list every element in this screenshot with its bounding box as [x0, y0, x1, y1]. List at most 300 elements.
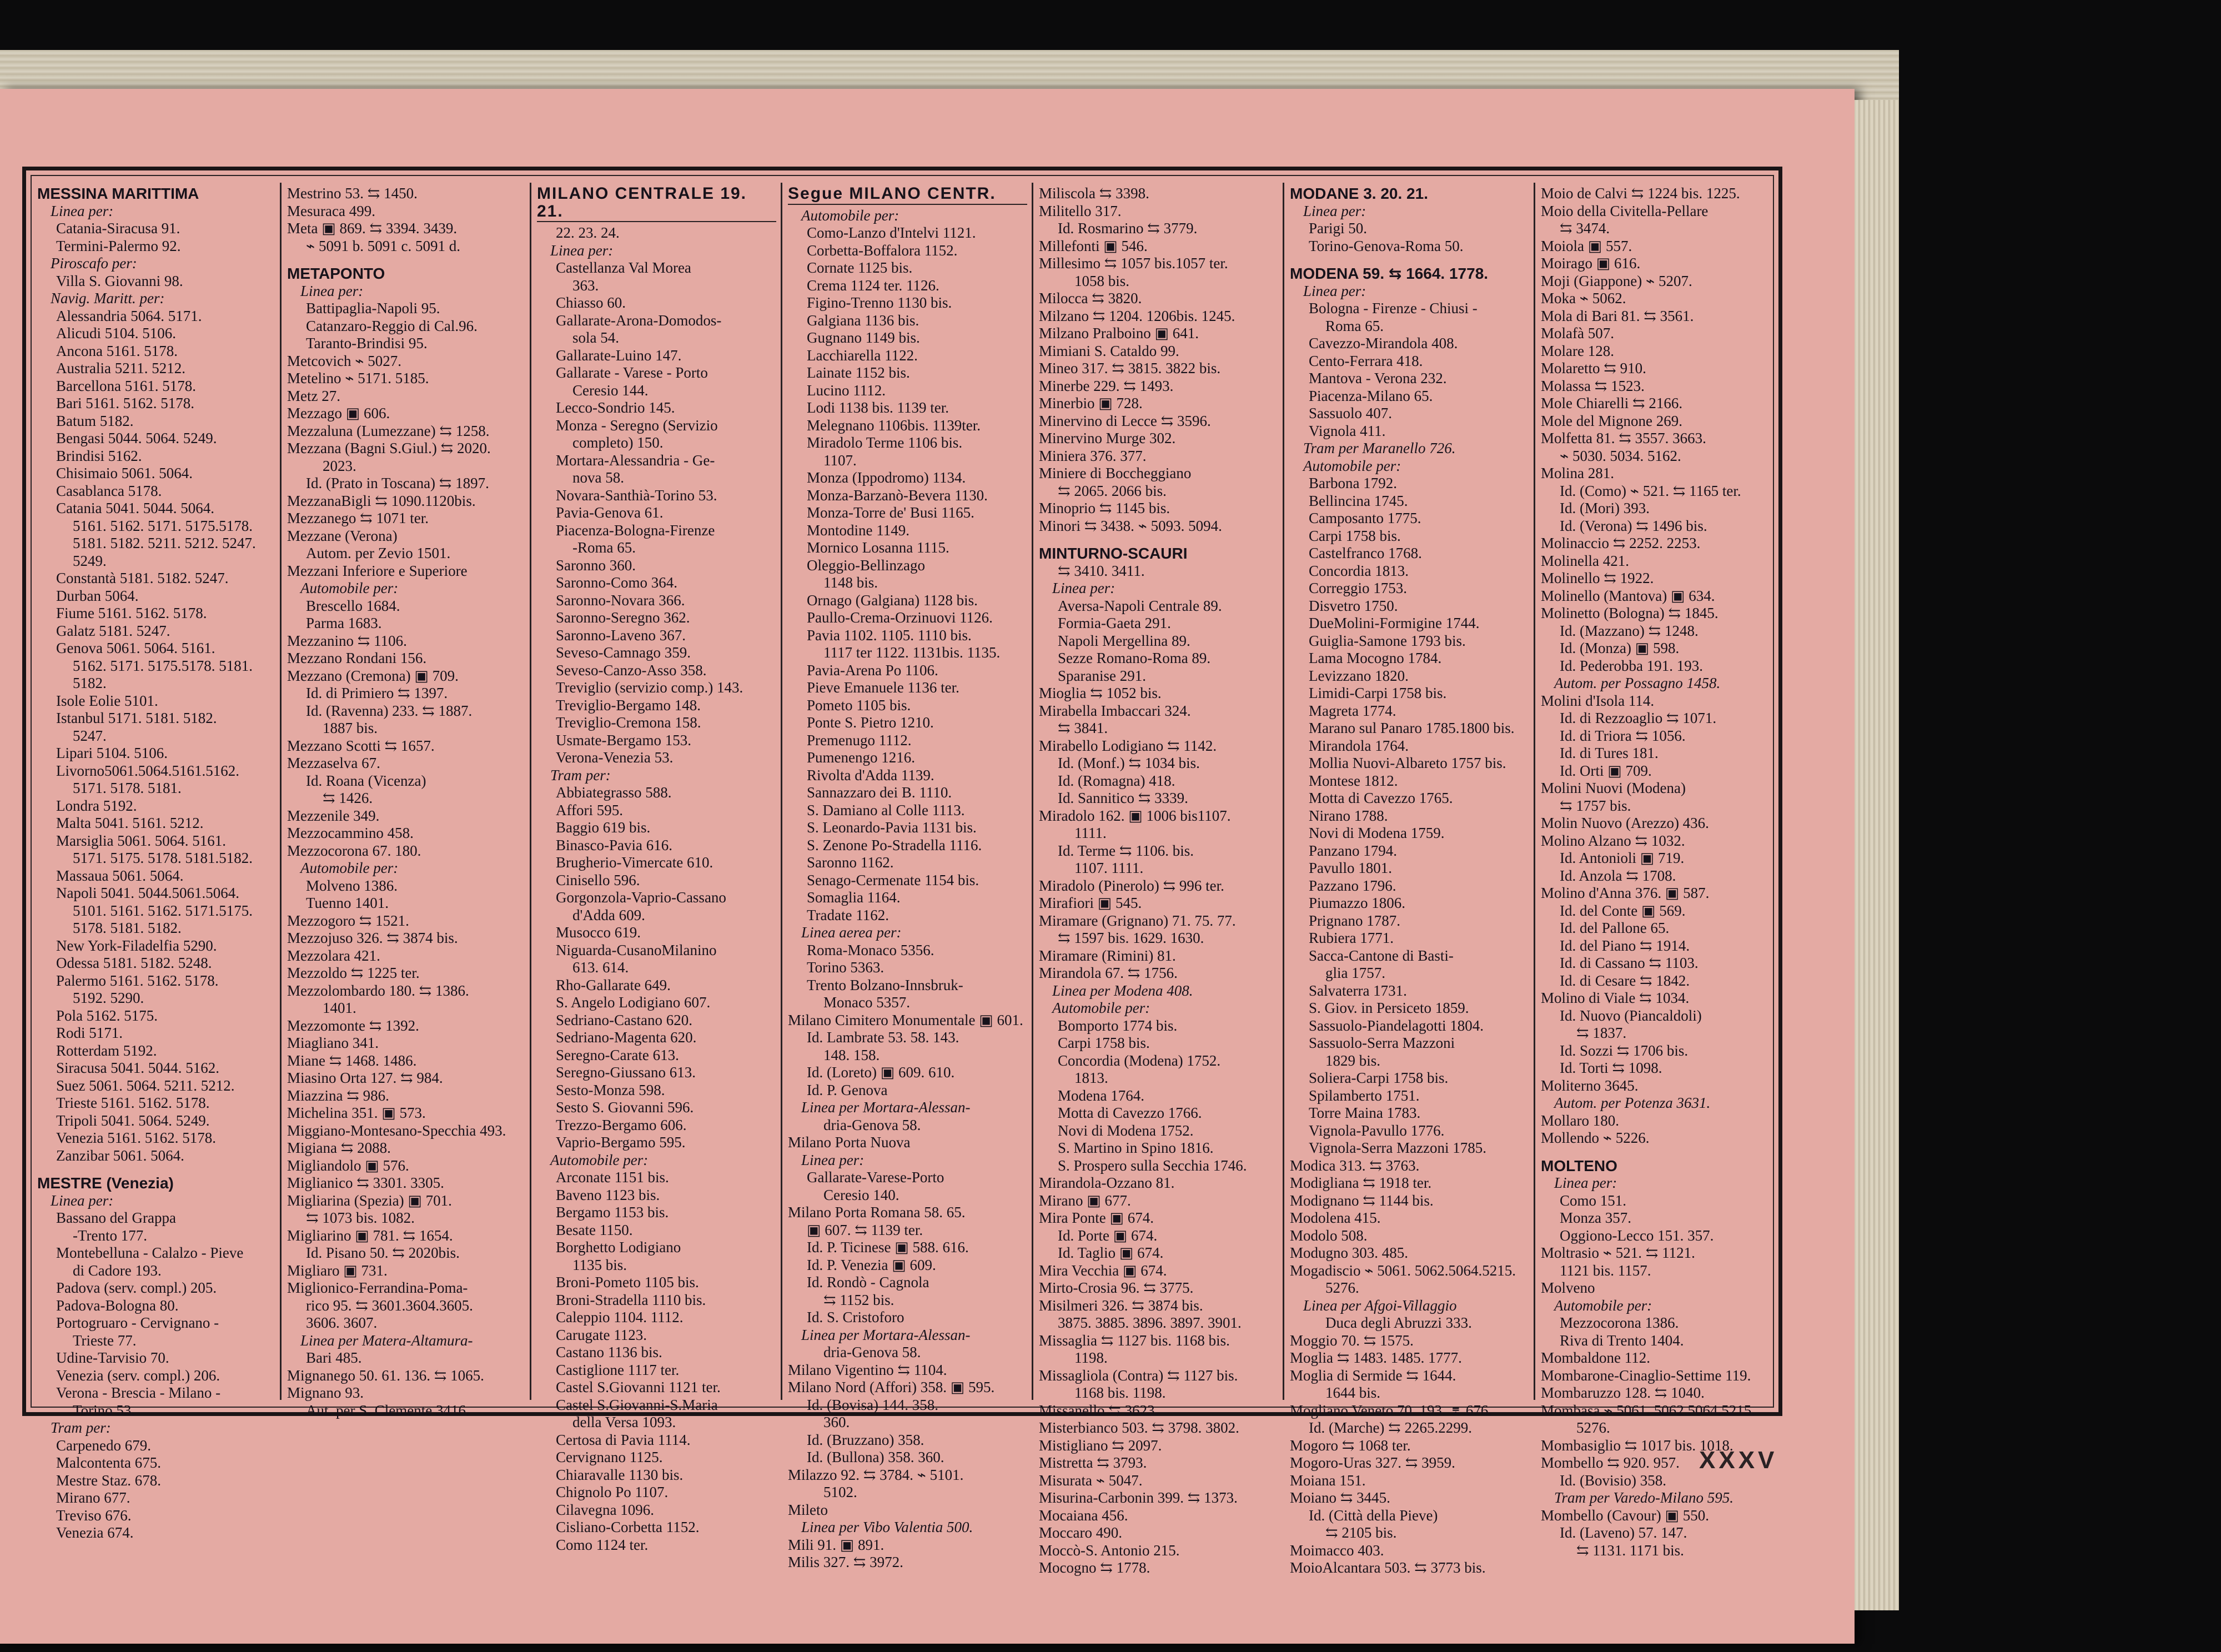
- index-entry: ⇆ 2105 bis.: [1325, 1524, 1397, 1541]
- index-entry: Marano sul Panaro 1785.1800 bis.: [1309, 720, 1515, 736]
- index-entry: Levizzano 1820.: [1309, 667, 1409, 684]
- index-entry: Mezzana (Bagni S.Giul.) ⇆ 2020.: [287, 440, 491, 456]
- index-entry: Gallarate-Arona-Domodos-: [556, 312, 722, 329]
- index-entry: Molassa ⇆ 1523.: [1541, 377, 1645, 394]
- index-entry: 5276.: [1325, 1279, 1359, 1296]
- index-entry: Mezzomonte ⇆ 1392.: [287, 1017, 419, 1034]
- index-entry: Id. Antonioli ▣ 719.: [1560, 850, 1685, 866]
- index-entry: Crema 1124 ter. 1126.: [807, 277, 939, 294]
- index-entry: Portogruaro - Cervignano -: [56, 1314, 219, 1331]
- index-entry: Mole del Mignone 269.: [1541, 412, 1682, 429]
- index-entry: Rotterdam 5192.: [56, 1042, 157, 1059]
- index-entry: Millesimo ⇆ 1057 bis.1057 ter.: [1039, 255, 1228, 272]
- index-entry: Mira Ponte ▣ 674.: [1039, 1209, 1154, 1226]
- index-entry: Mezzago ▣ 606.: [287, 405, 390, 421]
- index-entry: Parigi 50.: [1309, 220, 1367, 237]
- section-heading: MOLTENO: [1541, 1157, 1617, 1174]
- index-entry: Molveno: [1541, 1279, 1595, 1296]
- index-entry: Besate 1150.: [556, 1221, 633, 1238]
- index-entry: Concordia 1813.: [1309, 562, 1409, 579]
- index-entry: Milzano ⇆ 1204. 1206bis. 1245.: [1039, 307, 1235, 324]
- index-entry: 5249.: [73, 552, 107, 569]
- index-entry: Modugno 303. 485.: [1290, 1244, 1409, 1261]
- index-entry: Monza-Barzanò-Bevera 1130.: [807, 486, 988, 504]
- index-entry: sola 54.: [572, 329, 619, 346]
- index-entry: Sassuolo-Piandelagotti 1804.: [1309, 1017, 1484, 1034]
- index-entry: Mimiani S. Cataldo 99.: [1039, 342, 1179, 359]
- index-entry: Isole Eolie 5101.: [56, 692, 158, 709]
- index-entry: Pola 5162. 5175.: [56, 1007, 158, 1024]
- index-entry: Motta di Cavezzo 1766.: [1058, 1104, 1202, 1121]
- index-entry: Migliarino ▣ 781. ⇆ 1654.: [287, 1227, 453, 1244]
- index-entry: Id. (Como) ⌁ 521. ⇆ 1165 ter.: [1560, 482, 1741, 499]
- index-entry: Navig. Maritt. per:: [51, 290, 165, 307]
- index-entry: d'Adda 609.: [572, 906, 645, 923]
- index-entry: 5178. 5181. 5182.: [73, 920, 182, 936]
- index-entry: Id. Nuovo (Piancaldoli): [1560, 1007, 1702, 1024]
- index-entry: Como 151.: [1560, 1192, 1627, 1209]
- index-entry: Miradolo (Pinerolo) ⇆ 996 ter.: [1039, 877, 1224, 894]
- index-entry: Aut. per S. Clemente 3416.: [306, 1402, 470, 1419]
- index-entry: Linea per Matera-Altamura-: [300, 1332, 473, 1349]
- index-entry: 1168 bis. 1198.: [1074, 1384, 1166, 1401]
- index-entry: Vaprio-Bergamo 595.: [556, 1134, 686, 1151]
- index-entry: Sesto S. Giovanni 596.: [556, 1099, 694, 1116]
- index-entry: 1813.: [1074, 1069, 1108, 1086]
- column-4-entries: [788, 207, 1027, 1571]
- index-entry: Mezzocorona 67. 180.: [287, 842, 421, 859]
- index-entry: Padova (serv. compl.) 205.: [56, 1279, 217, 1296]
- index-entry: Camposanto 1775.: [1309, 510, 1421, 526]
- index-entry: Trento Bolzano-Innsbruk-: [807, 976, 963, 993]
- section-heading: MESTRE (Venezia): [37, 1174, 174, 1192]
- index-entry: Battipaglia-Napoli 95.: [306, 300, 440, 317]
- index-entry: Binasco-Pavia 616.: [556, 836, 672, 853]
- index-entry: Id. (Verona) ⇆ 1496 bis.: [1560, 517, 1707, 534]
- index-entry: Autom. per Possagno 1458.: [1554, 675, 1721, 691]
- index-entry: Moiola ▣ 557.: [1541, 237, 1632, 254]
- index-entry: Automobile per:: [1303, 457, 1401, 474]
- index-entry: Tram per:: [550, 766, 611, 784]
- index-entry: Prignano 1787.: [1309, 912, 1400, 929]
- index-entry: Lecco-Sondrio 145.: [556, 399, 675, 416]
- index-entry: Gallarate-Luino 147.: [556, 347, 682, 364]
- index-entry: Moio della Civitella-Pellare: [1541, 202, 1709, 219]
- index-entry: Trieste 5161. 5162. 5178.: [56, 1094, 210, 1111]
- index-entry: Castano 1136 bis.: [556, 1344, 662, 1360]
- index-entry: Mollendo ⌁ 5226.: [1541, 1129, 1650, 1146]
- index-entry: Milzano Pralboino ▣ 641.: [1039, 325, 1199, 342]
- index-entry: Monza 357.: [1560, 1209, 1631, 1226]
- index-entry: Mogliano Veneto 70. 193. ⌆ 676.: [1290, 1402, 1493, 1419]
- index-entry: Id. di Cesare ⇆ 1842.: [1560, 972, 1690, 989]
- index-entry: Genova 5061. 5064. 5161.: [56, 640, 215, 656]
- index-entry: Novi di Modena 1752.: [1058, 1122, 1194, 1139]
- index-entry: Odessa 5181. 5182. 5248.: [56, 955, 212, 971]
- index-entry: -Trento 177.: [73, 1227, 148, 1244]
- index-entry: Ponte S. Pietro 1210.: [807, 714, 934, 731]
- index-entry: Fiume 5161. 5162. 5178.: [56, 605, 207, 621]
- index-entry: Venezia 674.: [56, 1524, 134, 1541]
- index-entry: Linea per:: [1303, 282, 1366, 299]
- index-entry: Venezia (serv. compl.) 206.: [56, 1367, 220, 1384]
- index-entry: Pavia 1102. 1105. 1110 bis.: [807, 626, 972, 644]
- index-entry: Motta di Cavezzo 1765.: [1309, 790, 1453, 806]
- index-entry: Miglionico-Ferrandina-Poma-: [287, 1279, 468, 1296]
- index-entry: Moiano ⇆ 3445.: [1290, 1489, 1390, 1506]
- index-entry: Londra 5192.: [56, 797, 137, 814]
- index-entry: Suez 5061. 5064. 5211. 5212.: [56, 1077, 235, 1094]
- index-entry: Corbetta-Boffalora 1152.: [807, 242, 958, 259]
- index-entry: ⇆ 1597 bis. 1629. 1630.: [1058, 930, 1204, 946]
- index-entry: Sedriano-Castano 620.: [556, 1011, 692, 1028]
- index-entry: Molin Nuovo (Arezzo) 436.: [1541, 815, 1709, 831]
- index-entry: Id. (Bovisio) 358.: [1560, 1472, 1666, 1489]
- index-entry: Mileto: [788, 1501, 828, 1518]
- index-entry: Militello 317.: [1039, 202, 1122, 219]
- index-entry: Pavia-Arena Po 1106.: [807, 661, 938, 679]
- index-entry: Massaua 5061. 5064.: [56, 867, 184, 884]
- index-entry: Id. (Monf.) ⇆ 1034 bis.: [1058, 755, 1200, 771]
- index-entry: ⇆ 2065. 2066 bis.: [1058, 482, 1167, 499]
- index-entry: Bologna - Firenze - Chiusi -: [1309, 300, 1478, 317]
- index-entry: -Roma 65.: [572, 539, 636, 556]
- column-4-header: Segue MILANO CENTR.: [788, 185, 1027, 205]
- index-entry: Pometo 1105 bis.: [807, 696, 911, 714]
- index-entry: Montodine 1149.: [807, 521, 909, 539]
- index-entry: Sedriano-Magenta 620.: [556, 1029, 697, 1046]
- index-entry: Molinello ⇆ 1922.: [1541, 570, 1654, 586]
- index-entry: ⌁ 5091 b. 5091 c. 5091 d.: [306, 237, 460, 254]
- index-entry: nova 58.: [572, 469, 624, 486]
- index-entry: Bomporto 1774 bis.: [1058, 1017, 1178, 1034]
- index-entry: Mezzanego ⇆ 1071 ter.: [287, 510, 429, 526]
- index-entry: Vignola 411.: [1309, 422, 1386, 439]
- index-entry: Molveno 1386.: [306, 877, 398, 894]
- column-2-entries: [287, 185, 525, 1419]
- index-entry: Mezzoldo ⇆ 1225 ter.: [287, 965, 420, 981]
- index-entry: Galgiana 1136 bis.: [807, 312, 919, 329]
- column-1: [32, 183, 282, 1541]
- index-entry: Mira Vecchia ▣ 674.: [1039, 1262, 1167, 1279]
- index-entry: Lainate 1152 bis.: [807, 364, 910, 381]
- index-entry: Carpi 1758 bis.: [1058, 1035, 1150, 1051]
- index-entry: Paullo-Crema-Orzinuovi 1126.: [807, 609, 993, 626]
- index-entry: Como-Lanzo d'Intelvi 1121.: [807, 224, 976, 241]
- index-entry: Mezzane (Verona): [287, 527, 398, 544]
- index-entry: Istanbul 5171. 5181. 5182.: [56, 710, 217, 726]
- index-entry: Tram per Maranello 726.: [1303, 440, 1456, 456]
- index-entry: S. Martino in Spino 1816.: [1058, 1139, 1214, 1156]
- index-entry: Montebelluna - Calalzo - Pieve: [56, 1244, 244, 1261]
- index-entry: 5101. 5161. 5162. 5171.5175.: [73, 902, 253, 919]
- index-entry: Misurina-Carbonin 399. ⇆ 1373.: [1039, 1489, 1238, 1506]
- index-entry: Missanello ⇆ 3623.: [1039, 1402, 1159, 1419]
- index-entry: Catania-Siracusa 91.: [56, 220, 180, 237]
- index-entry: Linea per:: [801, 1151, 865, 1168]
- index-entry: Milis 327. ⇆ 3972.: [788, 1554, 903, 1570]
- page-fore-edge: [1855, 100, 1899, 1610]
- index-entry: Linea per:: [550, 242, 614, 259]
- index-entry: Mezzolombardo 180. ⇆ 1386.: [287, 982, 469, 999]
- section-heading: MODANE 3. 20. 21.: [1290, 185, 1428, 202]
- index-entry: Linea per:: [1052, 580, 1115, 596]
- index-entry: Id. P. Genova: [807, 1081, 888, 1098]
- index-entry: 1148 bis.: [823, 574, 878, 591]
- index-entry: Linea per Mortara-Alessan-: [801, 1099, 971, 1116]
- index-entry: Linea per Afgoi-Villaggio: [1303, 1297, 1457, 1314]
- index-entry: Moggio 70. ⇆ 1575.: [1290, 1332, 1414, 1349]
- index-entry: Cinisello 596.: [556, 871, 640, 888]
- index-entry: Id. Sannitico ⇆ 3339.: [1058, 790, 1188, 806]
- index-entry: ⇆ 1837.: [1576, 1025, 1627, 1041]
- index-entry: Abbiategrasso 588.: [556, 784, 672, 801]
- index-entry: Id. (Mazzano) ⇆ 1248.: [1560, 622, 1699, 639]
- index-entry: Modica 313. ⇆ 3763.: [1290, 1157, 1420, 1174]
- index-entry: Minori ⇆ 3438. ⌁ 5093. 5094.: [1039, 517, 1222, 534]
- index-entry: MoioAlcantara 503. ⇆ 3773 bis.: [1290, 1559, 1486, 1576]
- index-entry: Mornico Losanna 1115.: [807, 539, 949, 556]
- index-entry: Mole Chiarelli ⇆ 2166.: [1541, 395, 1683, 411]
- index-entry: Cilavegna 1096.: [556, 1501, 654, 1518]
- index-entry: Monza - Seregno (Servizio: [556, 416, 718, 434]
- index-entry: Molaretto ⇆ 910.: [1541, 360, 1646, 376]
- index-entry: Mogadiscio ⌁ 5061. 5062.5064.5215.: [1290, 1262, 1516, 1279]
- index-entry: ⇆ 3474.: [1560, 220, 1610, 237]
- index-entry: Sassuolo 407.: [1309, 405, 1393, 421]
- index-entry: Mioglia ⇆ 1052 bis.: [1039, 685, 1162, 701]
- index-entry: Bergamo 1153 bis.: [556, 1204, 669, 1221]
- index-entry: Tripoli 5041. 5064. 5249.: [56, 1112, 210, 1129]
- index-entry: Mirto-Crosia 96. ⇆ 3775.: [1039, 1279, 1194, 1296]
- index-entry: Molino d'Anna 376. ▣ 587.: [1541, 885, 1710, 901]
- index-entry: Rho-Gallarate 649.: [556, 976, 671, 993]
- index-entry: Metcovich ⌁ 5027.: [287, 352, 401, 369]
- index-entry: Moio de Calvi ⇆ 1224 bis. 1225.: [1541, 185, 1740, 202]
- index-entry: Castelfranco 1768.: [1309, 545, 1422, 561]
- index-entry: Automobile per:: [1554, 1297, 1652, 1314]
- index-entry: Id. Roana (Vicenza): [306, 772, 426, 789]
- page-number: XXXV: [1699, 1447, 1778, 1474]
- index-entry: Gallarate-Varese-Porto: [807, 1169, 944, 1186]
- index-entry: Miasino Orta 127. ⇆ 984.: [287, 1069, 443, 1086]
- index-entry: Molafà 507.: [1541, 325, 1614, 342]
- index-entry: Seregno-Giussano 613.: [556, 1064, 696, 1081]
- index-entry: Bengasi 5044. 5064. 5249.: [56, 430, 217, 446]
- index-entry: Verona - Brescia - Milano -: [56, 1384, 221, 1401]
- index-entry: Automobile per:: [550, 1151, 649, 1168]
- index-entry: Bassano del Grappa: [56, 1209, 176, 1226]
- index-entry: Linea per:: [1554, 1174, 1617, 1191]
- index-entry: 1107.: [823, 451, 857, 469]
- index-entry: Id. del Pallone 65.: [1560, 920, 1670, 936]
- index-entry: Malta 5041. 5161. 5212.: [56, 815, 204, 831]
- index-entry: Mombello (Cavour) ▣ 550.: [1541, 1507, 1709, 1524]
- index-entry: 3606. 3607.: [306, 1314, 378, 1331]
- index-entry: Chiaravalle 1130 bis.: [556, 1466, 684, 1483]
- index-entry: Trieste 77.: [73, 1332, 137, 1349]
- index-entry: Correggio 1753.: [1309, 580, 1407, 596]
- index-entry: Monza-Torre de' Busi 1165.: [807, 504, 974, 521]
- index-entry: Id. Anzola ⇆ 1708.: [1560, 867, 1676, 884]
- index-entry: Id. Terme ⇆ 1106. bis.: [1058, 842, 1194, 859]
- index-entry: Roma-Monaco 5356.: [807, 941, 934, 958]
- index-entry: Molinella 421.: [1541, 552, 1629, 569]
- index-entry: Arconate 1151 bis.: [556, 1169, 669, 1186]
- index-entry: Novi di Modena 1759.: [1309, 825, 1445, 841]
- index-entry: Novara-Santhià-Torino 53.: [556, 486, 717, 504]
- index-entry: Moiana 151.: [1290, 1472, 1366, 1489]
- index-entry: Moimacco 403.: [1290, 1541, 1384, 1559]
- index-entry: Alicudi 5104. 5106.: [56, 325, 176, 342]
- index-entry: Mocaiana 456.: [1039, 1507, 1128, 1524]
- index-entry: Automobile per:: [300, 860, 399, 876]
- index-entry: Saronno 360.: [556, 556, 636, 574]
- index-entry: Premenugo 1112.: [807, 731, 912, 749]
- index-entry: Piroscafo per:: [51, 255, 137, 272]
- index-entry: Ancona 5161. 5178.: [56, 342, 178, 359]
- index-entry: Saronno-Laveno 367.: [556, 626, 686, 644]
- index-entry: Bari 5161. 5162. 5178.: [56, 395, 194, 411]
- index-entry: Taranto-Brindisi 95.: [306, 335, 428, 352]
- index-entry: Ceresio 144.: [572, 381, 649, 399]
- index-entry: 22. 23. 24.: [556, 224, 620, 241]
- index-entry: Cisliano-Corbetta 1152.: [556, 1519, 700, 1535]
- index-entry: Castiglione 1117 ter.: [556, 1361, 680, 1378]
- index-entry: Sacca-Cantone di Basti-: [1309, 947, 1454, 964]
- index-entry: Mirabello Lodigiano ⇆ 1142.: [1039, 737, 1217, 754]
- index-entry: Mestre Staz. 678.: [56, 1472, 161, 1489]
- index-entry: Mignanego 50. 61. 136. ⇆ 1065.: [287, 1367, 484, 1384]
- index-entry: Id. Torti ⇆ 1098.: [1560, 1060, 1662, 1076]
- index-entry: Castel S.Giovanni 1121 ter.: [556, 1379, 721, 1395]
- index-entry: Linea per:: [300, 282, 364, 299]
- index-entry: Como 1124 ter.: [556, 1536, 649, 1553]
- index-entry: Pumenengo 1216.: [807, 749, 915, 766]
- index-entry: Molini d'Isola 114.: [1541, 692, 1655, 709]
- index-entry: Misterbianco 503. ⇆ 3798. 3802.: [1039, 1419, 1239, 1436]
- index-entry: della Versa 1093.: [572, 1414, 676, 1430]
- index-entry: Pavia-Genova 61.: [556, 504, 664, 521]
- index-entry: Id. del Conte ▣ 569.: [1560, 902, 1686, 919]
- index-entry: Constantà 5181. 5182. 5247.: [56, 570, 229, 586]
- index-entry: Miradolo Terme 1106 bis.: [807, 434, 963, 451]
- index-entry: Carpi 1758 bis.: [1309, 527, 1401, 544]
- index-entry: Minerbio ▣ 728.: [1039, 395, 1143, 411]
- index-entry: Id. (Bruzzano) 358.: [807, 1431, 924, 1448]
- index-entry: Mistretta ⇆ 3793.: [1039, 1454, 1147, 1471]
- index-entry: Sesto-Monza 598.: [556, 1081, 665, 1098]
- index-entry: Lucino 1112.: [807, 381, 886, 399]
- index-entry: 1107. 1111.: [1074, 860, 1144, 876]
- index-entry: Torino 5363.: [807, 959, 885, 976]
- index-entry: Id. (Laveno) 57. 147.: [1560, 1524, 1687, 1541]
- index-entry: Linea per Mortara-Alessan-: [801, 1326, 971, 1343]
- index-entry: Pazzano 1796.: [1309, 877, 1396, 894]
- index-entry: Miramare (Rimini) 81.: [1039, 947, 1176, 964]
- index-entry: Id. S. Cristoforo: [807, 1309, 905, 1325]
- index-entry: Id. di Rezzoaglio ⇆ 1071.: [1560, 710, 1717, 726]
- index-entry: Id. Porte ▣ 674.: [1058, 1227, 1158, 1244]
- index-entry: 5161. 5162. 5171. 5175.5178.: [73, 517, 253, 534]
- index-entry: Missagliola (Contra) ⇆ 1127 bis.: [1039, 1367, 1238, 1384]
- index-entry: Mirandola 67. ⇆ 1756.: [1039, 965, 1178, 981]
- index-entry: Misurata ⌁ 5047.: [1039, 1472, 1143, 1489]
- index-entry: Saronno-Novara 366.: [556, 591, 685, 609]
- index-entry: Certosa di Pavia 1114.: [556, 1431, 691, 1448]
- index-entry: Id. Rondò - Cagnola: [807, 1274, 929, 1291]
- index-entry: ⇆ 1757 bis.: [1560, 797, 1631, 814]
- index-entry: Gorgonzola-Vaprio-Cassano: [556, 889, 726, 906]
- index-entry: Trezzo-Bergamo 606.: [556, 1116, 687, 1133]
- index-entry: Torino-Genova-Roma 50.: [1309, 237, 1464, 254]
- section-heading: METAPONTO: [287, 265, 385, 282]
- index-entry: Mezzogoro ⇆ 1521.: [287, 912, 409, 929]
- index-entry: Id. P. Ticinese ▣ 588. 616.: [807, 1239, 969, 1256]
- column-2: [282, 183, 531, 1419]
- index-entry: Linea aerea per:: [801, 924, 902, 941]
- index-entry: Id. Orti ▣ 709.: [1560, 762, 1652, 779]
- index-entry: Milano Cimitero Monumentale ▣ 601.: [788, 1011, 1023, 1028]
- index-entry: 360.: [823, 1414, 850, 1430]
- index-entry: glia 1757.: [1325, 965, 1385, 981]
- index-entry: Seveso-Camnago 359.: [556, 644, 691, 661]
- index-entry: Autom. per Zevio 1501.: [306, 545, 451, 561]
- index-entry: Piacenza-Bologna-Firenze: [556, 521, 715, 539]
- index-entry: Treviso 676.: [56, 1507, 132, 1524]
- index-entry: Mirandola 1764.: [1309, 737, 1409, 754]
- index-entry: Mirano 677.: [56, 1489, 130, 1506]
- index-entry: Sparanise 291.: [1058, 667, 1146, 684]
- index-entry: Saronno-Como 364.: [556, 574, 677, 591]
- index-entry: 1117 ter 1122. 1131bis. 1135.: [823, 644, 1001, 661]
- index-entry: Malcontenta 675.: [56, 1454, 161, 1471]
- index-entry: Saronno-Seregno 362.: [556, 609, 690, 626]
- index-entry: Limidi-Carpi 1758 bis.: [1309, 685, 1447, 701]
- index-entry: Id. del Piano ⇆ 1914.: [1560, 937, 1690, 954]
- index-entry: Broni-Pometo 1105 bis.: [556, 1274, 699, 1291]
- index-entry: Millefonti ▣ 546.: [1039, 237, 1148, 254]
- index-entry: Pieve Emanuele 1136 ter.: [807, 679, 959, 696]
- index-entry: Mogoro-Uras 327. ⇆ 3959.: [1290, 1454, 1455, 1471]
- index-entry: Sassuolo-Serra Mazzoni: [1309, 1035, 1455, 1051]
- index-entry: Moglia di Sermide ⇆ 1644.: [1290, 1367, 1456, 1384]
- index-entry: Molfetta 81. ⇆ 3557. 3663.: [1541, 430, 1706, 446]
- index-entry: Michelina 351. ▣ 573.: [287, 1104, 426, 1121]
- index-entry: Milano Vigentino ⇆ 1104.: [788, 1361, 947, 1378]
- section-heading: MODENA 59. ⇆ 1664. 1778.: [1290, 265, 1489, 282]
- index-entry: Milazzo 92. ⇆ 3784. ⌁ 5101.: [788, 1466, 964, 1483]
- index-entry: Duca degli Abruzzi 333.: [1325, 1314, 1472, 1331]
- index-entry: Id. (Loreto) ▣ 609. 610.: [807, 1064, 955, 1081]
- index-entry: Montese 1812.: [1309, 772, 1398, 789]
- index-entry: Vignola-Pavullo 1776.: [1309, 1122, 1445, 1139]
- index-entry: Mezzenile 349.: [287, 807, 380, 824]
- index-entry: Lama Mocogno 1784.: [1309, 650, 1442, 666]
- index-entry: Mezzani Inferiore e Superiore: [287, 562, 468, 579]
- index-entry: ▣ 607. ⇆ 1139 ter.: [807, 1221, 923, 1238]
- index-entry: Moltrasio ⌁ 521. ⇆ 1121.: [1541, 1244, 1695, 1261]
- index-entry: Chiasso 60.: [556, 294, 626, 311]
- index-entry: Pavullo 1801.: [1309, 860, 1393, 876]
- index-entry: ⇆ 1426.: [323, 790, 373, 806]
- index-entry: Tram per:: [51, 1419, 111, 1436]
- index-entry: Missaglia ⇆ 1127 bis. 1168 bis.: [1039, 1332, 1230, 1349]
- index-entry: Miliscola ⇆ 3398.: [1039, 185, 1149, 202]
- index-entry: 1121 bis. 1157.: [1560, 1262, 1651, 1279]
- index-entry: Mantova - Verona 232.: [1309, 370, 1447, 386]
- index-entry: Piacenza-Milano 65.: [1309, 387, 1433, 404]
